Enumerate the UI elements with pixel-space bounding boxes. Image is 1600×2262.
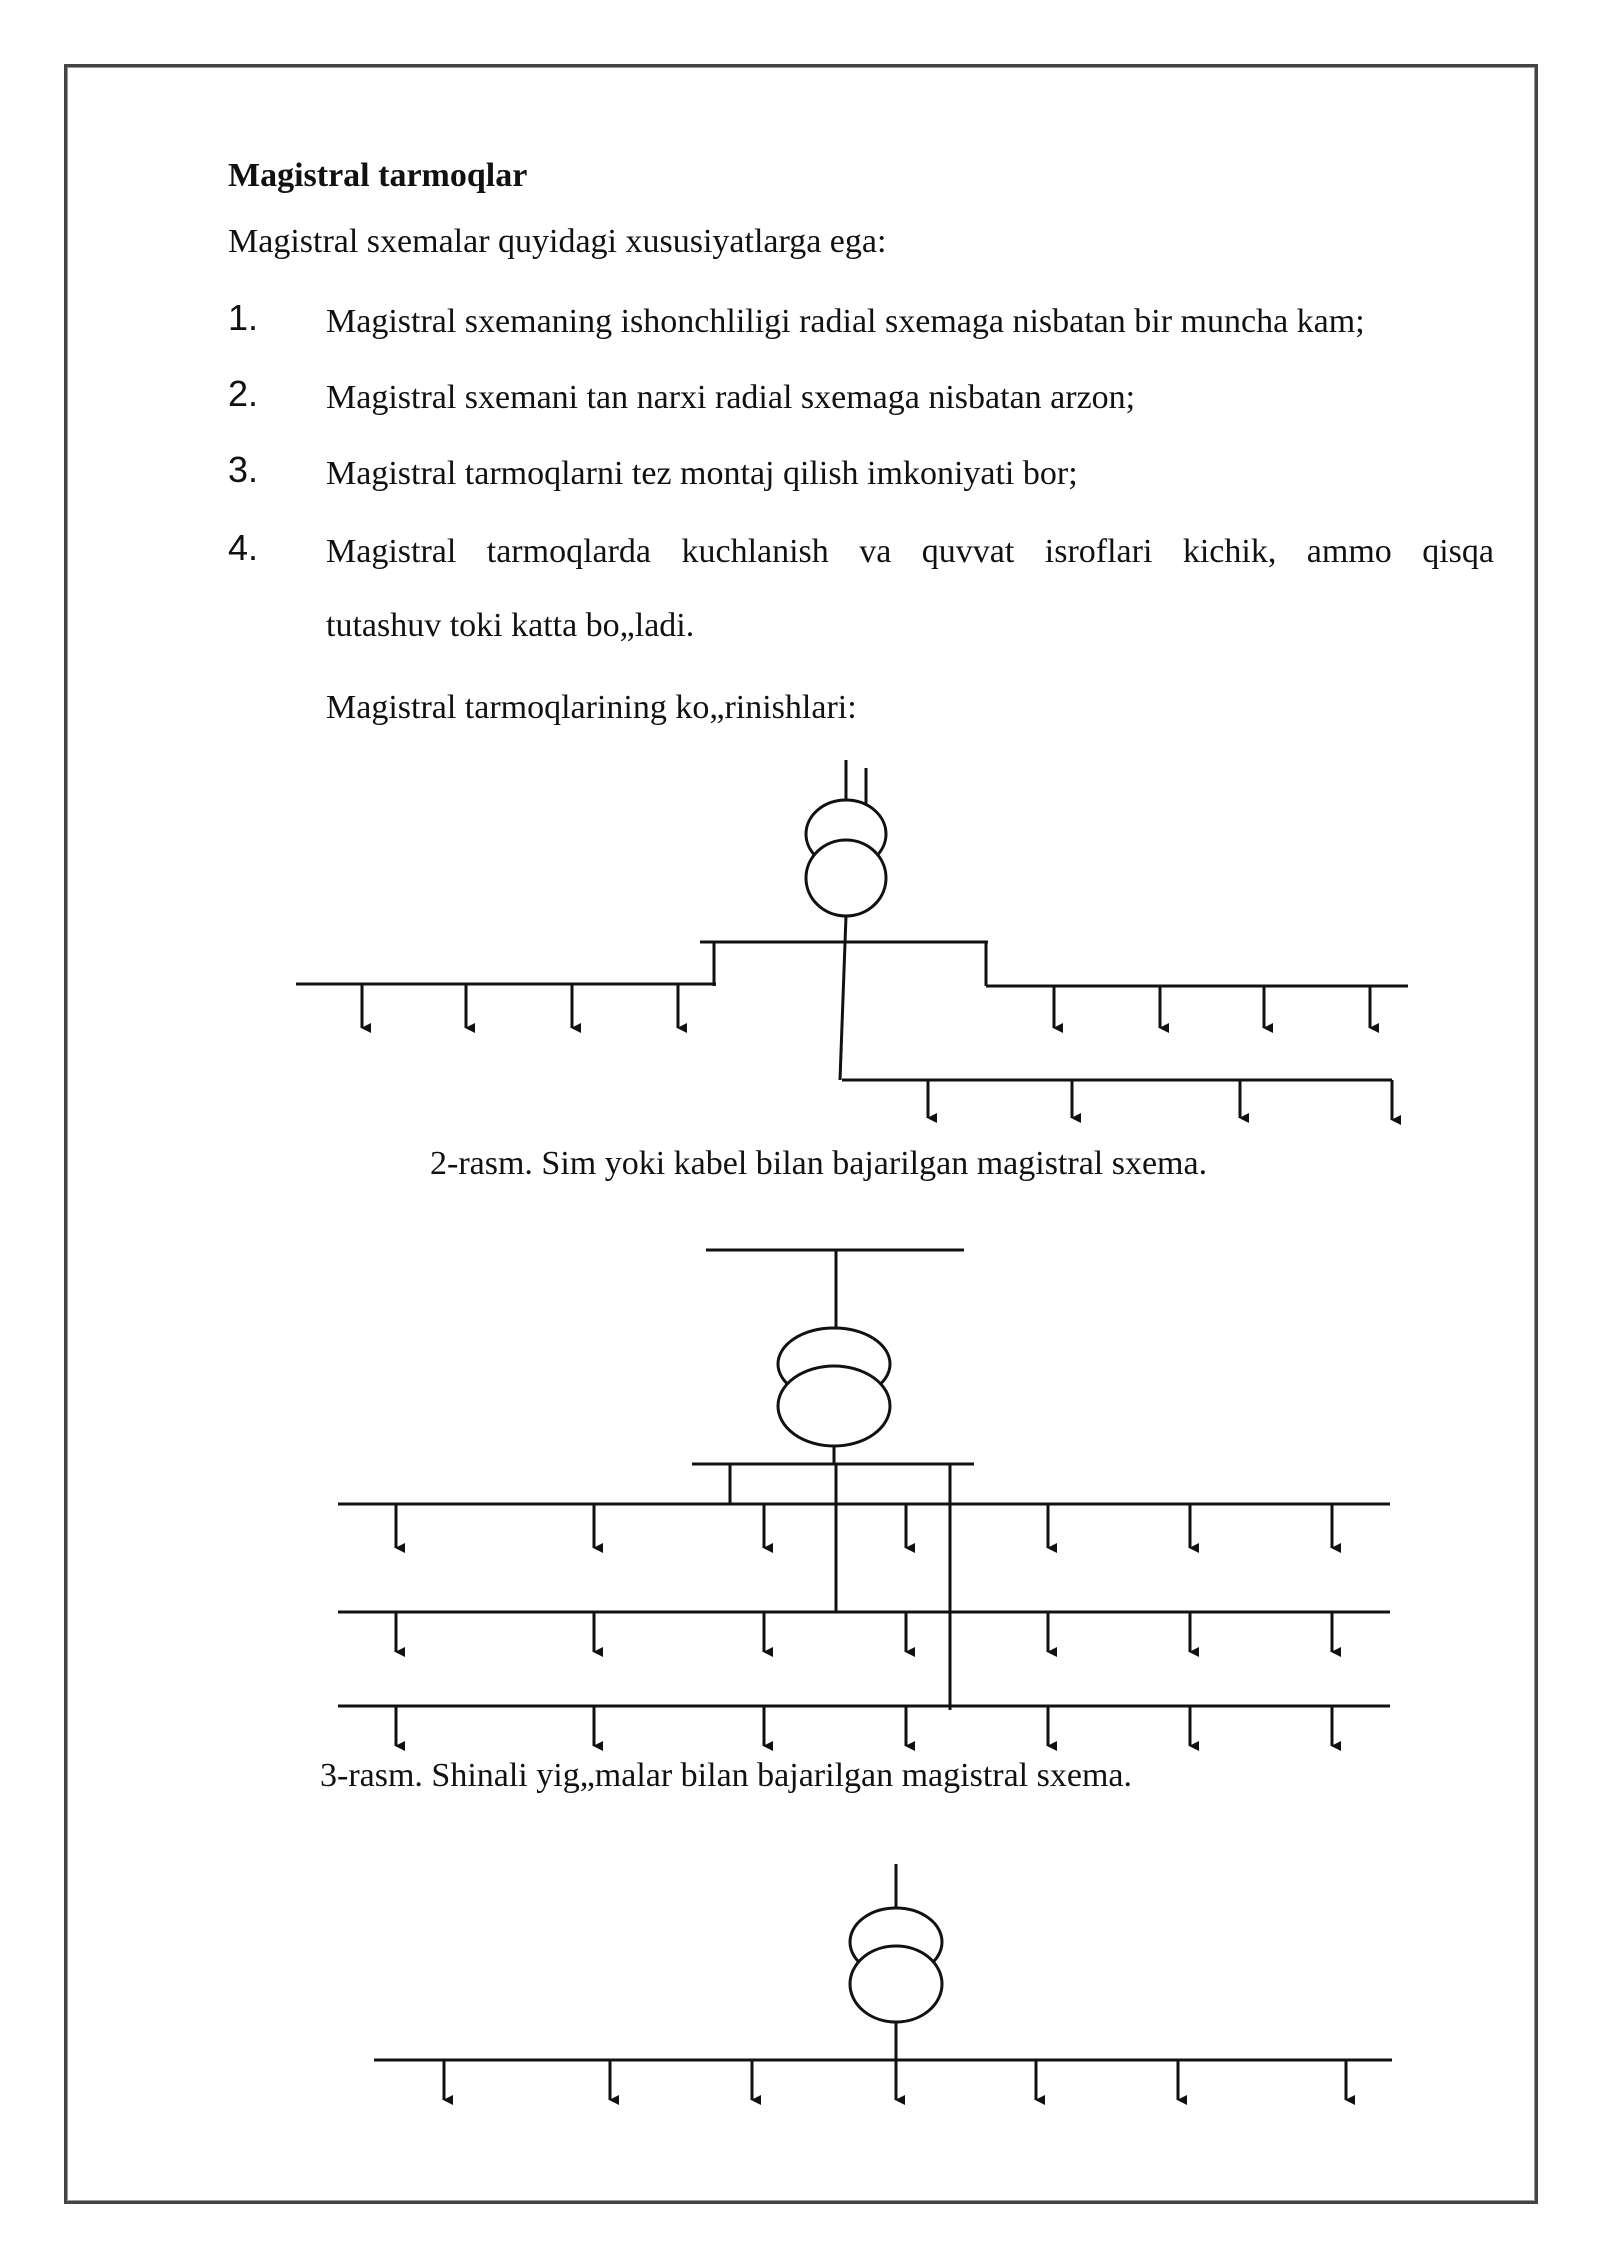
list-number: 4.: [228, 527, 259, 568]
section-heading: Magistral tarmoqlar: [228, 157, 528, 194]
figure-3-schematic: [338, 1250, 1390, 1746]
intro-text: Magistral sxemalar quyidagi xususiyatlarga ega:: [228, 223, 887, 260]
transformer-winding-icon: [778, 1366, 890, 1446]
list-item: Magistral sxemani tan narxi radial sxemaga nisbatan arzon;: [326, 379, 1136, 416]
list-item-continuation: tutashuv toki katta bo„ladi.: [326, 607, 695, 644]
list-item: Magistral tarmoqlarda kuchlanish va quvvat isroflari kichik, ammo qisqa: [326, 533, 1494, 570]
figures-subtitle: Magistral tarmoqlarining ko„rinishlari:: [326, 689, 857, 726]
list-number: 2.: [228, 373, 259, 414]
figure-4-schematic: [374, 1864, 1392, 2100]
list-item: Magistral sxemaning ishonchliligi radial sxemaga nisbatan bir muncha kam;: [326, 303, 1365, 340]
list-number: 3.: [228, 449, 259, 490]
transformer-winding-icon: [850, 1946, 942, 2022]
figure-2-schematic: [296, 760, 1408, 1120]
figure-3-caption: 3-rasm. Shinali yig„malar bilan bajarilgan magistral sxema.: [320, 1757, 1132, 1794]
list-number: 1.: [228, 297, 259, 338]
figure-2-caption: 2-rasm. Sim yoki kabel bilan bajarilgan magistral sxema.: [430, 1145, 1208, 1182]
transformer-winding-icon: [806, 840, 886, 916]
list-item: Magistral tarmoqlarni tez montaj qilish imkoniyati bor;: [326, 455, 1078, 492]
